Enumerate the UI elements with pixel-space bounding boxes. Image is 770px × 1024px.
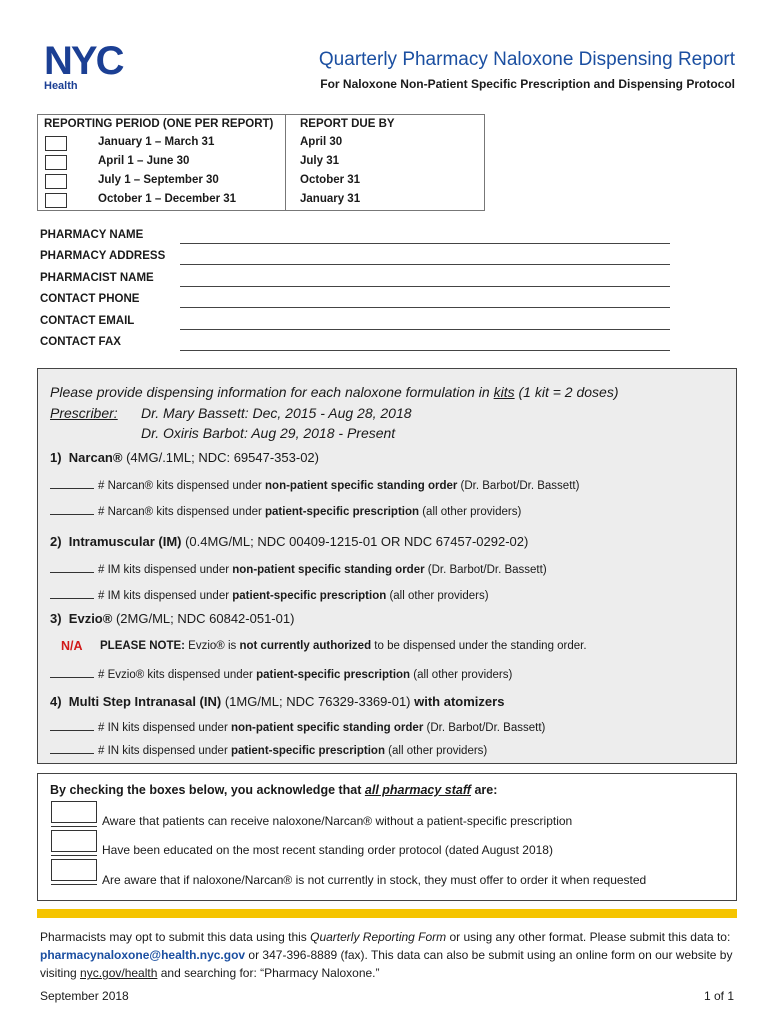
narcan-patient-specific-blank[interactable] xyxy=(50,503,94,515)
section-im-heading: 2) Intramuscular (IM) (0.4MG/ML; NDC 00409-1215-01 OR NDC 67457-0292-02) xyxy=(50,534,529,549)
contact-email-field[interactable] xyxy=(180,329,670,330)
narcan-standing-order-blank[interactable] xyxy=(50,477,94,489)
nyc-logo xyxy=(44,40,136,78)
yellow-divider-bar xyxy=(37,909,737,918)
contact-fax-field[interactable] xyxy=(180,350,670,351)
im-standing-order-item: # IM kits dispensed under non-patient specific standing order (Dr. Barbot/Dr. Bassett) xyxy=(50,561,547,576)
page-title: Quarterly Pharmacy Naloxone Dispensing Report xyxy=(318,49,735,70)
narcan-standing-order-item: # Narcan® kits dispensed under non-patient specific standing order (Dr. Barbot/Dr. Bassett) xyxy=(50,477,579,492)
pharmacy-address-label: PHARMACY ADDRESS xyxy=(40,250,166,262)
logo-health-label: Health xyxy=(44,80,78,92)
email-link[interactable]: pharmacynaloxone@health.nyc.gov xyxy=(40,948,246,962)
in-standing-order-item: # IN kits dispensed under non-patient specific standing order (Dr. Barbot/Dr. Bassett) xyxy=(50,719,545,734)
ack-underline xyxy=(51,826,97,827)
due-label: July 31 xyxy=(300,155,339,167)
page-number: 1 of 1 xyxy=(703,989,734,1003)
evzio-note: PLEASE NOTE: Evzio® is not currently authorized to be dispensed under the standing order. xyxy=(100,640,587,652)
due-label: April 30 xyxy=(300,136,343,148)
in-patient-specific-item: # IN kits dispensed under patient-specific prescription (all other providers) xyxy=(50,742,487,757)
ack-item-label: Have been educated on the most recent standing order protocol (dated August 2018) xyxy=(102,843,553,857)
pharmacist-name-field[interactable] xyxy=(180,286,670,287)
due-label: January 31 xyxy=(300,193,361,205)
period-row xyxy=(38,135,484,154)
im-patient-specific-blank[interactable] xyxy=(50,587,94,599)
narcan-patient-specific-item: # Narcan® kits dispensed under patient-specific prescription (all other providers) xyxy=(50,503,521,518)
pharmacist-name-label: PHARMACIST NAME xyxy=(40,272,154,284)
prescriber-label: Prescriber: xyxy=(50,405,118,421)
ack-underline xyxy=(51,855,97,856)
in-patient-specific-blank[interactable] xyxy=(50,742,94,754)
document-date: September 2018 xyxy=(40,989,129,1003)
contact-phone-field[interactable] xyxy=(180,307,670,308)
prescriber-1: Dr. Mary Bassett: Dec, 2015 - Aug 28, 2018 xyxy=(141,405,412,421)
period-label: July 1 – September 30 xyxy=(98,174,219,186)
period-checkbox-q3[interactable] xyxy=(45,174,67,189)
section-evzio-heading: 3) Evzio® (2MG/ML; NDC 60842-051-01) xyxy=(50,611,295,626)
reporting-period-header: REPORTING PERIOD (ONE PER REPORT) xyxy=(44,118,274,130)
period-row xyxy=(38,173,484,192)
reporting-period-table xyxy=(37,114,485,211)
period-checkbox-q4[interactable] xyxy=(45,193,67,208)
page-subtitle: For Naloxone Non-Patient Specific Prescription and Dispensing Protocol xyxy=(320,77,735,91)
dispensing-intro: Please provide dispensing information for each naloxone formulation in kits (1 kit = 2 doses) xyxy=(50,384,619,400)
pharmacy-name-label: PHARMACY NAME xyxy=(40,229,144,241)
submission-instructions: Pharmacists may opt to submit this data using this Quarterly Reporting Form or using any other format. Please submit this data to: pharmacynaloxone@health.nyc.gov or 347-396-8889 (fax). This data can also be submit using an online form on our website by visiting nyc.gov/health and searching for: “Pharmacy Naloxone.” xyxy=(40,930,733,980)
contact-fax-label: CONTACT FAX xyxy=(40,336,121,348)
ack-checkbox-offer-to-order[interactable] xyxy=(51,859,97,881)
acknowledgment-heading: By checking the boxes below, you acknowledge that all pharmacy staff are: xyxy=(50,783,498,797)
period-label: April 1 – June 30 xyxy=(98,155,190,167)
pharmacy-name-field[interactable] xyxy=(180,243,670,244)
ack-underline xyxy=(51,884,97,885)
ack-item-label: Aware that patients can receive naloxone/Narcan® without a patient-specific prescription xyxy=(102,814,573,828)
section-narcan-heading: 1) Narcan® (4MG/.1ML; NDC: 69547-353-02) xyxy=(50,450,319,465)
contact-phone-label: CONTACT PHONE xyxy=(40,293,140,305)
ack-item-label: Are aware that if naloxone/Narcan® is not currently in stock, they must offer to order it when requested xyxy=(102,873,647,887)
pharmacy-address-field[interactable] xyxy=(180,264,670,265)
evzio-na-label: N/A xyxy=(61,639,83,653)
period-row xyxy=(38,192,484,211)
im-standing-order-blank[interactable] xyxy=(50,561,94,573)
website-link[interactable]: nyc.gov/health xyxy=(80,966,158,980)
evzio-patient-specific-blank[interactable] xyxy=(50,666,94,678)
due-label: October 31 xyxy=(300,174,361,186)
in-standing-order-blank[interactable] xyxy=(50,719,94,731)
contact-email-label: CONTACT EMAIL xyxy=(40,315,135,327)
prescriber-2: Dr. Oxiris Barbot: Aug 29, 2018 - Present xyxy=(141,425,396,441)
ack-checkbox-educated-protocol[interactable] xyxy=(51,830,97,852)
period-checkbox-q2[interactable] xyxy=(45,155,67,170)
period-label: January 1 – March 31 xyxy=(98,136,215,148)
im-patient-specific-item: # IM kits dispensed under patient-specific prescription (all other providers) xyxy=(50,587,489,602)
period-row xyxy=(38,154,484,173)
section-in-heading: 4) Multi Step Intranasal (IN) (1MG/ML; NDC 76329-3369-01) with atomizers xyxy=(50,694,505,709)
evzio-patient-specific-item: # Evzio® kits dispensed under patient-specific prescription (all other providers) xyxy=(50,666,512,681)
report-due-header: REPORT DUE BY xyxy=(300,118,395,130)
period-checkbox-q1[interactable] xyxy=(45,136,67,151)
period-label: October 1 – December 31 xyxy=(98,193,237,205)
ack-checkbox-aware-no-prescription[interactable] xyxy=(51,801,97,823)
nyc-logo-text: NYC xyxy=(44,40,123,78)
